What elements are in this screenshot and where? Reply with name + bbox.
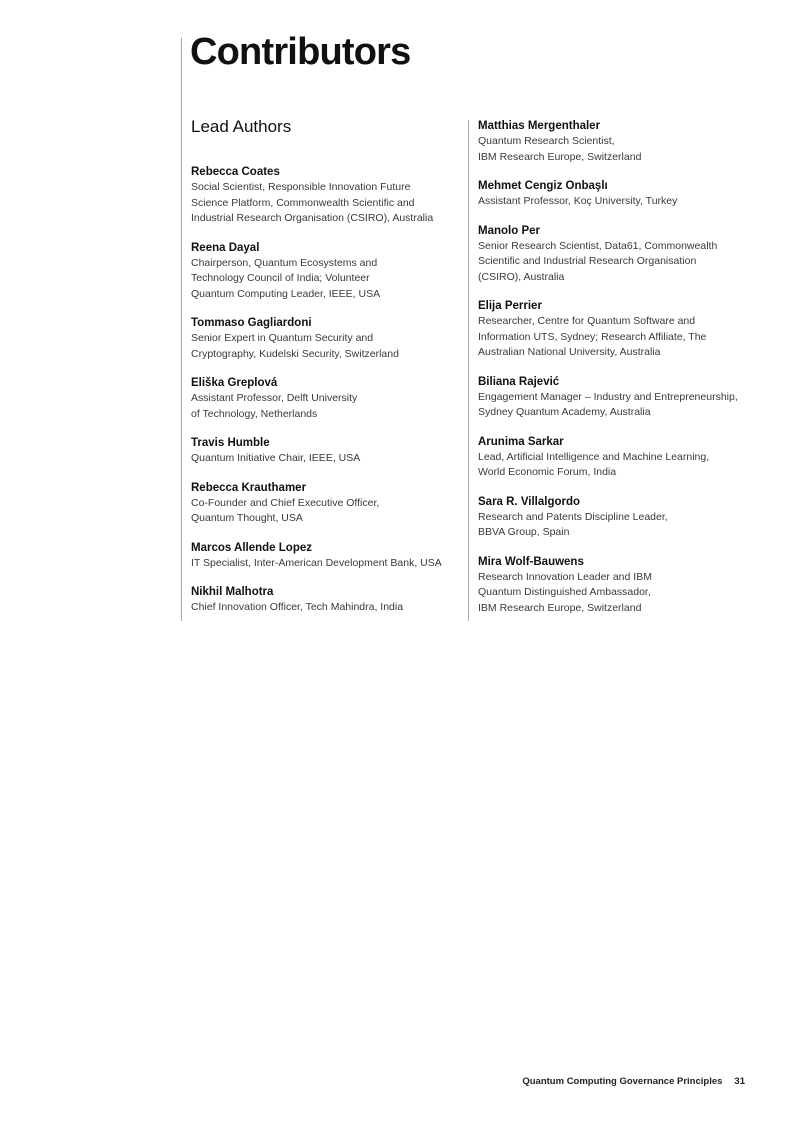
contributor-name: Manolo Per: [478, 224, 540, 237]
contributor-entry: [478, 118, 758, 165]
contributor-name: Matthias Mergenthaler: [478, 120, 601, 132]
contributor-role: Lead, Artificial Intelligence and Machine Learning, World Economic Forum, India: [478, 450, 710, 478]
contributor-name: Elija Perrier: [478, 300, 542, 312]
contributor-role: Senior Research Scientist, Data61, Commonwealth Scientific and Industrial Research Organisation (CSIRO), Australia: [478, 239, 718, 283]
contributor-entry: [478, 298, 758, 361]
contributor-name: Travis Humble: [191, 437, 270, 449]
column-divider-rule: [468, 120, 469, 621]
contributor-entry: [191, 315, 461, 362]
contributor-role: Chairperson, Quantum Ecosystems and Technology Council of India; Volunteer Quantum Computing Leader, IEEE, USA: [191, 256, 381, 300]
contributor-entry: [478, 178, 758, 210]
contributor-entry: [191, 435, 461, 467]
left-vertical-rule: [181, 38, 182, 621]
contributor-entry: [191, 164, 461, 227]
contributor-name: Reena Dayal: [191, 241, 260, 254]
contributor-role: Research and Patents Discipline Leader, BBVA Group, Spain: [478, 510, 668, 538]
contributor-role: Chief Innovation Officer, Tech Mahindra, India: [191, 601, 404, 613]
contributor-name: Arunima Sarkar: [478, 435, 564, 448]
contributor-name: Tommaso Gagliardoni: [191, 317, 312, 329]
section-heading-lead-authors: Lead Authors: [191, 117, 292, 136]
contributor-name: Sara R. Villalgordo: [478, 495, 581, 508]
contributor-entry: [191, 375, 461, 422]
contributor-entry: [478, 494, 758, 541]
left-contributor-column: [191, 164, 461, 629]
contributor-role: Research Innovation Leader and IBM Quantum Distinguished Ambassador, IBM Research Europe, Switzerland: [478, 570, 652, 614]
footer-page-number: 31: [734, 1076, 745, 1087]
contributor-entry: [478, 554, 758, 617]
contributor-role: Social Scientist, Responsible Innovation Future Science Platform, Commonwealth Scientific and Industrial Research Organisation (CSIRO), Australia: [191, 181, 434, 224]
contributor-name: Mira Wolf-Bauwens: [478, 555, 584, 568]
footer-document-title: Quantum Computing Governance Principles: [522, 1076, 723, 1087]
contributor-role: Engagement Manager – Industry and Entrepreneurship, Sydney Quantum Academy, Australia: [478, 390, 738, 418]
contributor-name: Marcos Allende Lopez: [191, 541, 312, 554]
contributor-name: Mehmet Cengiz Onbaşlı: [478, 180, 608, 192]
contributor-role: Quantum Initiative Chair, IEEE, USA: [191, 452, 361, 464]
contributor-name: Rebecca Krauthamer: [191, 481, 307, 494]
contributor-name: Rebecca Coates: [191, 166, 280, 178]
contributor-entry: [191, 584, 461, 616]
contributor-name: Biliana Rajević: [478, 375, 560, 388]
contributor-role: IT Specialist, Inter-American Development Bank, USA: [191, 556, 442, 569]
contributor-entry: [191, 540, 461, 572]
contributor-entry: [191, 240, 461, 303]
contributor-name: Nikhil Malhotra: [191, 586, 274, 598]
contributor-role: Assistant Professor, Koç University, Turkey: [478, 195, 678, 207]
contributor-entry: [478, 223, 758, 286]
page-title: Contributors: [190, 31, 411, 73]
contributor-role: Researcher, Centre for Quantum Software and Information UTS, Sydney; Research Affiliate, The Australian National University, Australia: [478, 315, 707, 358]
contributor-role: Senior Expert in Quantum Security and Cryptography, Kudelski Security, Switzerland: [191, 332, 399, 360]
contributor-role: Quantum Research Scientist, IBM Research Europe, Switzerland: [478, 135, 642, 163]
right-contributor-column: [478, 118, 758, 629]
contributor-entry: [478, 374, 758, 421]
contributor-entry: [478, 434, 758, 481]
contributor-role: Co-Founder and Chief Executive Officer, Quantum Thought, USA: [191, 496, 380, 524]
contributor-entry: [191, 480, 461, 527]
contributor-name: Eliška Greplová: [191, 377, 278, 389]
contributor-role: Assistant Professor, Delft University of Technology, Netherlands: [191, 392, 358, 420]
page-footer: [522, 1076, 745, 1087]
